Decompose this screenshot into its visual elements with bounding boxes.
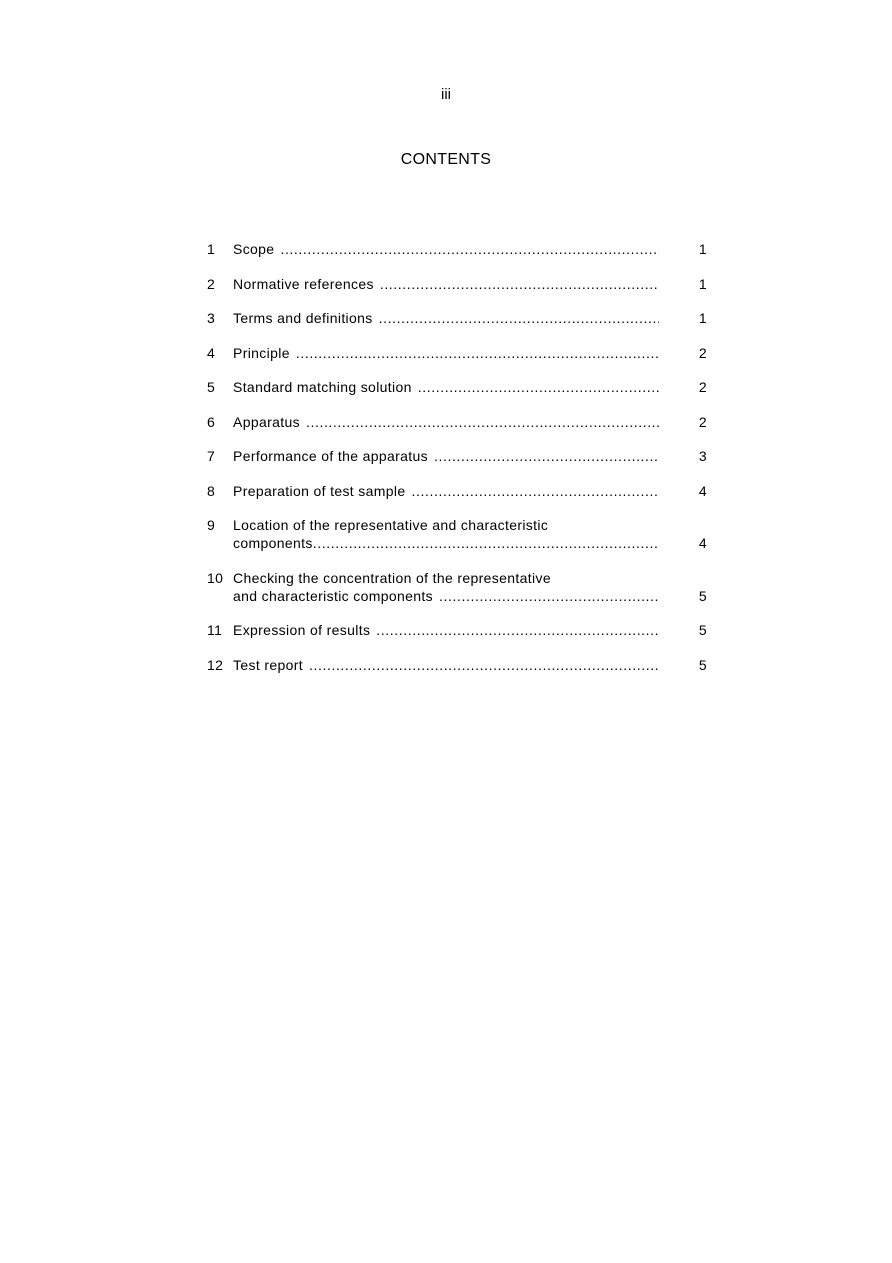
toc-entry-label: Terms and definitions xyxy=(233,310,373,326)
toc-entry-scope[interactable] xyxy=(207,240,707,258)
toc-entry-preparation-of-test-sample[interactable] xyxy=(207,482,707,500)
toc-entry-label: Standard matching solution xyxy=(233,379,412,395)
page-number: iii xyxy=(441,86,451,103)
toc-entry-page: 5 xyxy=(698,622,707,638)
dot-leader xyxy=(380,275,659,293)
toc-entry-number: 6 xyxy=(207,413,216,430)
table-of-contents xyxy=(207,240,707,690)
toc-entry-label: Principle xyxy=(233,344,290,361)
toc-entry-page: 1 xyxy=(698,310,707,326)
toc-entry-label: Normative references xyxy=(233,275,374,292)
toc-entry-page: 1 xyxy=(698,241,707,257)
toc-entry-terms-and-definitions[interactable] xyxy=(207,309,707,327)
toc-entry-label: Performance of the apparatus xyxy=(233,448,429,464)
toc-entry-page: 2 xyxy=(698,413,707,430)
toc-entry-page: 4 xyxy=(698,482,707,499)
toc-entry-number: 1 xyxy=(207,241,216,257)
toc-entry-apparatus[interactable] xyxy=(207,413,707,431)
toc-entry-label: Scope xyxy=(233,241,275,257)
toc-entry-number: 5 xyxy=(207,379,216,395)
toc-entry-page: 5 xyxy=(698,587,707,604)
toc-entry-number: 9 xyxy=(207,517,216,533)
toc-entry-number: 2 xyxy=(207,275,216,292)
toc-entry-test-report[interactable] xyxy=(207,656,707,674)
toc-entry-number: 8 xyxy=(207,482,216,499)
toc-entry-page: 2 xyxy=(698,379,707,395)
toc-entry-number: 3 xyxy=(207,310,216,326)
toc-entry-number: 10 xyxy=(207,569,224,586)
dot-leader xyxy=(376,621,659,639)
dot-leader xyxy=(412,482,659,500)
dot-leader xyxy=(439,587,659,605)
toc-entry-standard-matching-solution[interactable] xyxy=(207,378,707,396)
toc-entry-label: Expression of results xyxy=(233,622,371,638)
dot-leader xyxy=(418,378,659,396)
toc-entry-principle[interactable] xyxy=(207,344,707,362)
toc-entry-page: 2 xyxy=(698,344,707,361)
toc-entry-checking-concentration[interactable] xyxy=(207,569,707,605)
dot-leader xyxy=(434,447,659,465)
dot-leader xyxy=(309,656,659,674)
dot-leader xyxy=(296,344,659,362)
toc-entry-page: 5 xyxy=(698,656,707,673)
toc-entry-normative-references[interactable] xyxy=(207,275,707,293)
dot-leader xyxy=(379,309,659,327)
dot-leader xyxy=(306,413,659,431)
dot-leader xyxy=(313,534,659,552)
toc-entry-page: 3 xyxy=(698,448,707,464)
toc-entry-label: components xyxy=(233,535,313,551)
toc-entry-number: 12 xyxy=(207,656,224,673)
toc-entry-label: and characteristic components xyxy=(233,587,434,604)
toc-entry-label: Preparation of test sample xyxy=(233,482,406,499)
toc-entry-performance-of-the-apparatus[interactable] xyxy=(207,447,707,465)
toc-entry-number: 11 xyxy=(207,622,223,638)
page-title: CONTENTS xyxy=(400,151,492,168)
dot-leader xyxy=(280,240,659,258)
toc-entry-label-line1: Location of the representative and characteristic xyxy=(233,517,549,533)
toc-entry-number: 7 xyxy=(207,448,216,464)
toc-entry-number: 4 xyxy=(207,344,216,361)
toc-entry-label: Test report xyxy=(233,656,303,673)
toc-entry-page: 1 xyxy=(698,275,707,292)
toc-entry-expression-of-results[interactable] xyxy=(207,621,707,639)
toc-entry-label: Apparatus xyxy=(233,413,300,430)
toc-entry-label-line1: Checking the concentration of the representative xyxy=(233,569,551,586)
toc-entry-location-of-components[interactable] xyxy=(207,516,707,552)
toc-entry-page: 4 xyxy=(698,535,707,551)
